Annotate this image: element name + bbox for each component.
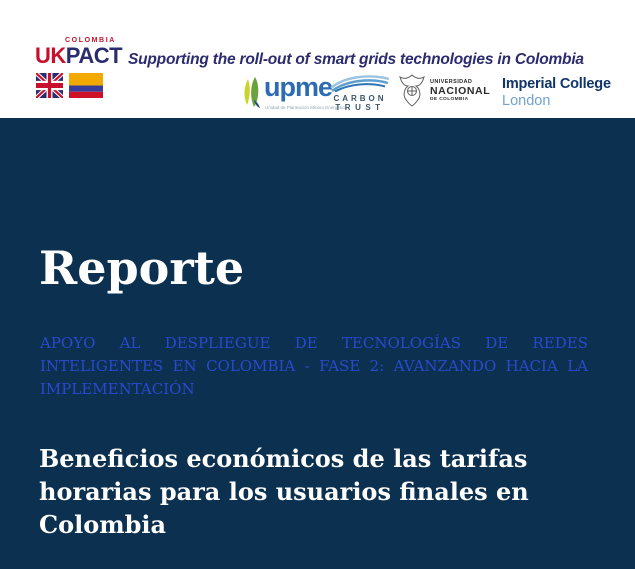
flags-row [36, 73, 103, 98]
ukpact-pact-text: PACT [65, 43, 123, 68]
uk-flag-icon [36, 73, 63, 98]
carbon-trust-logo [327, 74, 393, 112]
upme-wordmark: upme [264, 72, 333, 102]
upme-tagline: Unidad de Planeación Minero Energética [265, 105, 347, 110]
carbon-trust-swoosh-icon [327, 74, 393, 92]
report-title: Reporte [39, 241, 245, 295]
unal-name-block [430, 74, 490, 102]
unal-nacional-label: NACIONAL [430, 85, 491, 97]
ukpact-country-label: COLOMBIA [65, 37, 116, 44]
upme-logo [242, 72, 347, 114]
imperial-london-label: London [502, 92, 551, 109]
imperial-college-label: Imperial College [502, 76, 611, 92]
carbon-trust-name-line1: CARBON [333, 94, 387, 103]
ukpact-wordmark [35, 45, 122, 67]
upme-leaf-icon [242, 76, 262, 114]
unal-universidad-label: UNIVERSIDAD [430, 79, 473, 85]
header-tagline: Supporting the roll-out of smart grids technologies in Colombia [128, 51, 584, 68]
report-heading: Beneficios económicos de las tarifas horarias para los usuarios finales en Colombia [39, 444, 529, 539]
unal-de-colombia-label: DE COLOMBIA [430, 97, 469, 103]
imperial-logo [502, 77, 611, 110]
ukpact-logo [35, 37, 125, 112]
colombia-flag-icon [69, 73, 103, 98]
report-subtitle: APOYO AL DESPLIEGUE DE TECNOLOGÍAS DE REDES INTELIGENTES EN COLOMBIA - FASE 2: AVANZANDO HACIA LA IMPLEMENTACIÓN [40, 334, 588, 398]
unal-logo [398, 74, 490, 107]
carbon-trust-name-line2: TRUST [335, 103, 385, 113]
unal-crest-icon [398, 74, 426, 107]
ukpact-uk-text: UK [35, 43, 66, 68]
header-band [0, 0, 635, 118]
